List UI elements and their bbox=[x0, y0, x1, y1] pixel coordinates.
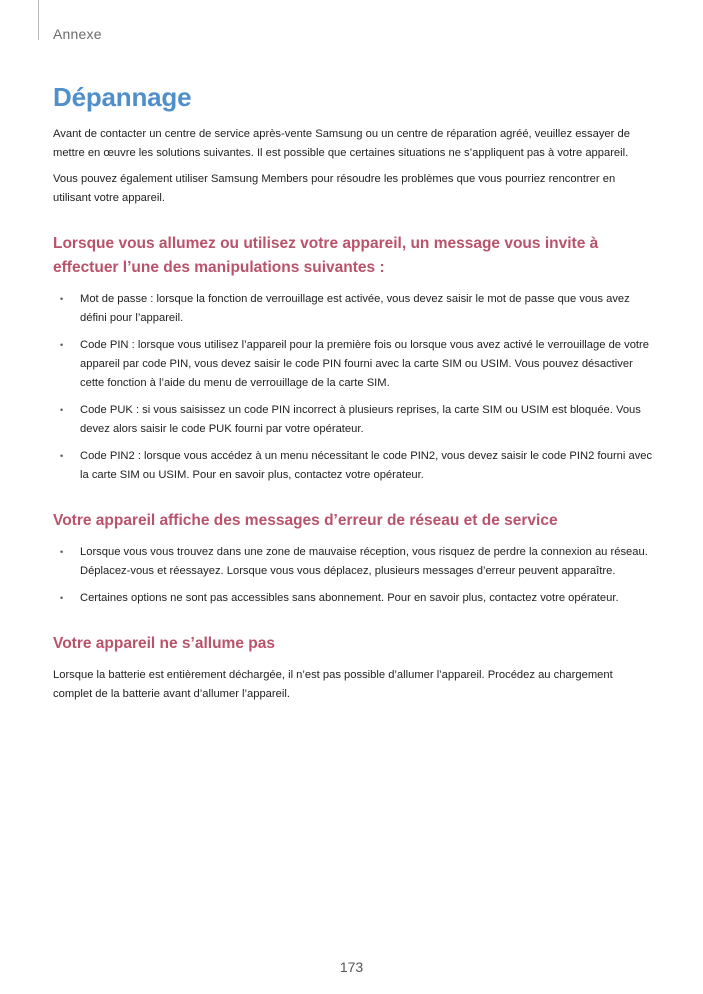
section-heading-unlock-prompts: Lorsque vous allumez ou utilisez votre appareil, un message vous invite à effectuer l’une des manipulations suivantes : bbox=[53, 235, 599, 276]
list-item-text: Lorsque vous vous trouvez dans une zone de mauvaise réception, vous risquez de perdre la connexion au réseau. Déplacez-vous et réessayez. Lorsque vous vous déplacez, plusieurs messages d’erreur peuvent apparaître. bbox=[80, 546, 648, 577]
bullet-icon: • bbox=[60, 451, 64, 461]
section-paragraph: Lorsque la batterie est entièrement déchargée, il n’est pas possible d’allumer l’appareil. Procédez au chargement complet de la batterie avant d’allumer l’appareil. bbox=[53, 669, 613, 700]
list-item bbox=[53, 589, 653, 608]
bullet-icon: • bbox=[60, 547, 64, 557]
section-heading-power-on: Votre appareil ne s’allume pas bbox=[53, 635, 275, 652]
intro-paragraph: Vous pouvez également utiliser Samsung Members pour résoudre les problèmes que vous pourriez rencontrer en utilisant votre appareil. bbox=[53, 173, 616, 204]
running-head: Annexe bbox=[53, 26, 102, 42]
section-heading-network-errors: Votre appareil affiche des messages d’erreur de réseau et de service bbox=[53, 512, 558, 529]
bullet-icon: • bbox=[60, 593, 64, 603]
bullet-list bbox=[53, 290, 653, 485]
page-content bbox=[53, 82, 653, 711]
bullet-icon: • bbox=[60, 340, 64, 350]
list-item-text: Code PIN : lorsque vous utilisez l’appareil pour la première fois ou lorsque vous avez activé le verrouillage de votre appareil par code PIN, vous devez saisir le code PIN fourni avec la carte SIM ou USIM. Vous pouvez désactiver cette fonction à l’aide du menu de verrouillage de la carte SIM. bbox=[80, 339, 649, 389]
bullet-icon: • bbox=[60, 294, 64, 304]
list-item bbox=[53, 290, 653, 328]
list-item bbox=[53, 401, 653, 439]
list-item bbox=[53, 543, 653, 581]
bullet-list bbox=[53, 543, 653, 608]
list-item-text: Certaines options ne sont pas accessibles sans abonnement. Pour en savoir plus, contactez votre opérateur. bbox=[80, 592, 619, 604]
intro-paragraph: Avant de contacter un centre de service après-vente Samsung ou un centre de réparation agréé, veuillez essayer de mettre en œuvre les solutions suivantes. Il est possible que certaines situations ne s’appliquent pas à votre appareil. bbox=[53, 128, 630, 159]
list-item-text: Code PIN2 : lorsque vous accédez à un menu nécessitant le code PIN2, vous devez saisir le code PIN2 fourni avec la carte SIM ou USIM. Pour en savoir plus, contactez votre opérateur. bbox=[80, 450, 653, 481]
bullet-icon: • bbox=[60, 405, 64, 415]
list-item-text: Code PUK : si vous saisissez un code PIN incorrect à plusieurs reprises, la carte SIM ou USIM est bloquée. Vous devez alors saisir le code PUK fourni par votre opérateur. bbox=[80, 404, 641, 435]
list-item bbox=[53, 447, 653, 485]
page-title: Dépannage bbox=[53, 82, 192, 112]
list-item-text: Mot de passe : lorsque la fonction de verrouillage est activée, vous devez saisir le mot de passe que vous avez défini pour l’appareil. bbox=[80, 293, 630, 324]
header-rule bbox=[38, 0, 39, 40]
page-number: 173 bbox=[339, 959, 364, 975]
list-item bbox=[53, 336, 653, 393]
